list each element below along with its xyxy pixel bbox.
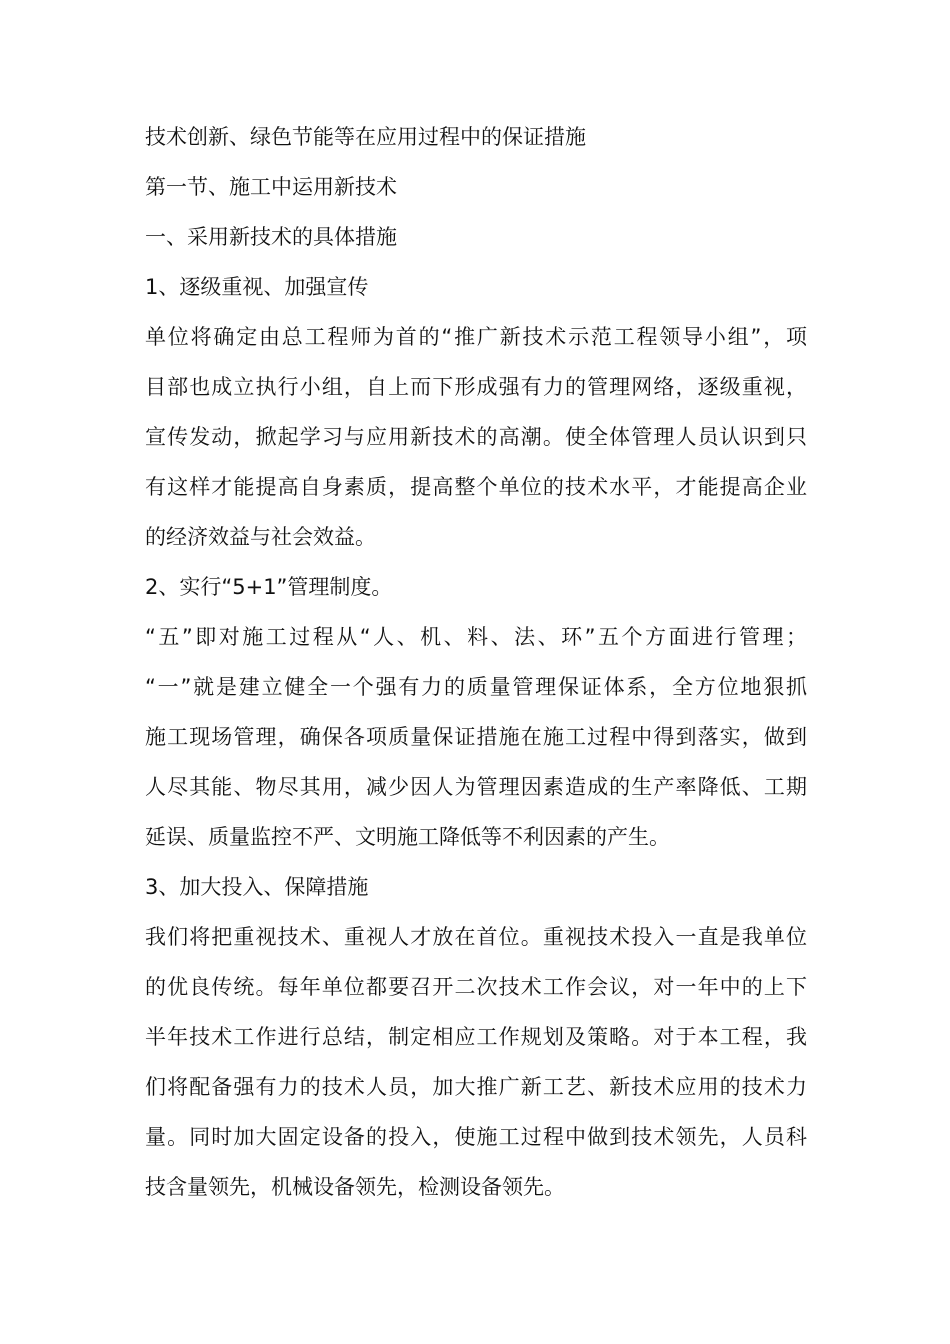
item-2-heading: 2、实行“5+1”管理制度。 [145,575,393,599]
subsection-heading: 一、采用新技术的具体措施 [145,225,397,249]
paragraph-line: 人尽其能、物尽其用，减少因人为管理因素造成的生产率降低、工期 [145,775,807,799]
paragraph-line: 的优良传统。每年单位都要召开二次技术工作会议，对一年中的上下 [145,975,807,999]
paragraph-line: 宣传发动，掀起学习与应用新技术的高潮。使全体管理人员认识到只 [145,425,807,449]
paragraph-line: 有这样才能提高自身素质，提高整个单位的技术水平，才能提高企业 [145,475,807,499]
document-title: 技术创新、绿色节能等在应用过程中的保证措施 [145,125,586,149]
paragraph-line: 量。同时加大固定设备的投入，使施工过程中做到技术领先，人员科 [145,1125,807,1149]
paragraph-line: 延误、质量监控不严、文明施工降低等不利因素的产生。 [145,825,670,849]
item-1-heading: 1、逐级重视、加强宣传 [145,275,369,299]
paragraph-line: 我们将把重视技术、重视人才放在首位。重视技术投入一直是我单位 [145,925,807,949]
document-body [145,112,807,1212]
section-heading: 第一节、施工中运用新技术 [145,175,397,199]
paragraph-line: 们将配备强有力的技术人员，加大推广新工艺、新技术应用的技术力 [145,1075,807,1099]
item-3-heading: 3、加大投入、保障措施 [145,875,369,899]
paragraph-line: 的经济效益与社会效益。 [145,525,376,549]
paragraph-line: 单位将确定由总工程师为首的“推广新技术示范工程领导小组”，项 [145,325,807,349]
paragraph-line: 技含量领先，机械设备领先，检测设备领先。 [145,1175,565,1199]
paragraph-line: 目部也成立执行小组，自上而下形成强有力的管理网络，逐级重视， [145,375,807,399]
paragraph-line: “五”即对施工过程从“人、机、料、法、环”五个方面进行管理； [145,625,807,649]
paragraph-line: “一”就是建立健全一个强有力的质量管理保证体系，全方位地狠抓 [145,675,807,699]
paragraph-line: 施工现场管理，确保各项质量保证措施在施工过程中得到落实，做到 [145,725,807,749]
paragraph-line: 半年技术工作进行总结，制定相应工作规划及策略。对于本工程，我 [145,1025,807,1049]
